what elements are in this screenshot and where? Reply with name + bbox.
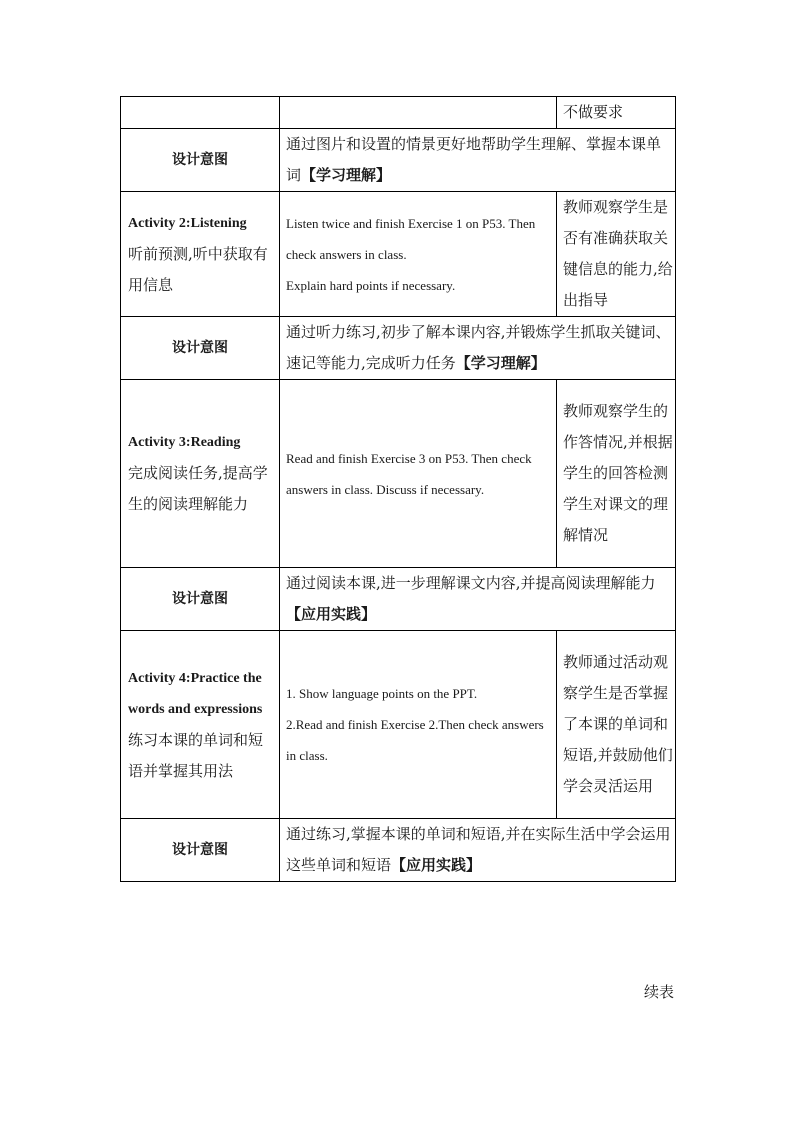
- remark-cell: 教师观察学生是否有准确获取关键信息的能力,给出指导: [557, 192, 676, 317]
- design-intent-text: [280, 317, 676, 380]
- intent-tag: 【应用实践】: [391, 856, 482, 874]
- step-text: Read and finish Exercise 3 on P53. Then check answers in class. Discuss if necessary.: [286, 450, 532, 497]
- table-row: [121, 380, 676, 568]
- design-intent-label: 设计意图: [121, 568, 280, 631]
- cell-steps-empty: [280, 97, 557, 129]
- continued-table-label: 续表: [643, 983, 674, 1001]
- remark-cell: 教师通过活动观察学生是否掌握了本课的单词和短语,并鼓励他们学会灵活运用: [557, 631, 676, 819]
- activity-subtitle: 完成阅读任务,提高学生的阅读理解能力: [128, 464, 268, 513]
- activity-cell: [121, 192, 280, 317]
- step-text: 1. Show language points on the PPT.: [286, 686, 478, 701]
- design-intent-text: [280, 568, 676, 631]
- steps-cell: [280, 380, 557, 568]
- remark-cell: 不做要求: [557, 97, 676, 129]
- design-intent-label: 设计意图: [121, 129, 280, 192]
- activity-title: Activity 4:Practice the words and expressions: [128, 670, 263, 717]
- step-text: Listen twice and finish Exercise 1 on P53. Then check answers in class.: [286, 215, 536, 262]
- table-row: [121, 819, 676, 882]
- activity-cell: [121, 380, 280, 568]
- table-row: [121, 631, 676, 819]
- activity-cell: [121, 631, 280, 819]
- activity-title: Activity 2:Listening: [128, 215, 247, 231]
- remark-cell: 教师观察学生的作答情况,并根据学生的回答检测学生对课文的理解情况: [557, 380, 676, 568]
- table-row: [121, 129, 676, 192]
- steps-cell: [280, 192, 557, 317]
- intent-text: 通过图片和设置的情景更好地帮助学生理解、掌握本课单词: [286, 135, 662, 184]
- table-row: [121, 568, 676, 631]
- design-intent-label: 设计意图: [121, 317, 280, 380]
- table-row: [121, 97, 676, 129]
- steps-cell: [280, 631, 557, 819]
- step-text: Explain hard points if necessary.: [286, 277, 456, 293]
- intent-tag: 【学习理解】: [301, 166, 392, 184]
- intent-text: 通过听力练习,初步了解本课内容,并锻炼学生抓取关键词、速记等能力,完成听力任务: [286, 323, 671, 372]
- activity-title: Activity 3:Reading: [128, 435, 241, 450]
- lesson-plan-table: [120, 96, 676, 882]
- table-row: [121, 192, 676, 317]
- design-intent-text: [280, 819, 676, 882]
- intent-tag: 【应用实践】: [286, 605, 377, 623]
- table-row: [121, 317, 676, 380]
- intent-text: 通过阅读本课,进一步理解课文内容,并提高阅读理解能力: [286, 574, 656, 592]
- cell-activity-empty: [121, 97, 280, 129]
- design-intent-text: [280, 129, 676, 192]
- intent-tag: 【学习理解】: [455, 354, 546, 372]
- activity-subtitle: 练习本课的单词和短语并掌握其用法: [128, 730, 264, 780]
- step-text: 2.Read and finish Exercise 2.Then check answers in class.: [286, 717, 544, 763]
- activity-subtitle: 听前预测,听中获取有用信息: [128, 244, 268, 294]
- intent-text: 通过练习,掌握本课的单词和短语,并在实际生活中学会运用这些单词和短语: [286, 825, 671, 874]
- design-intent-label: 设计意图: [121, 819, 280, 882]
